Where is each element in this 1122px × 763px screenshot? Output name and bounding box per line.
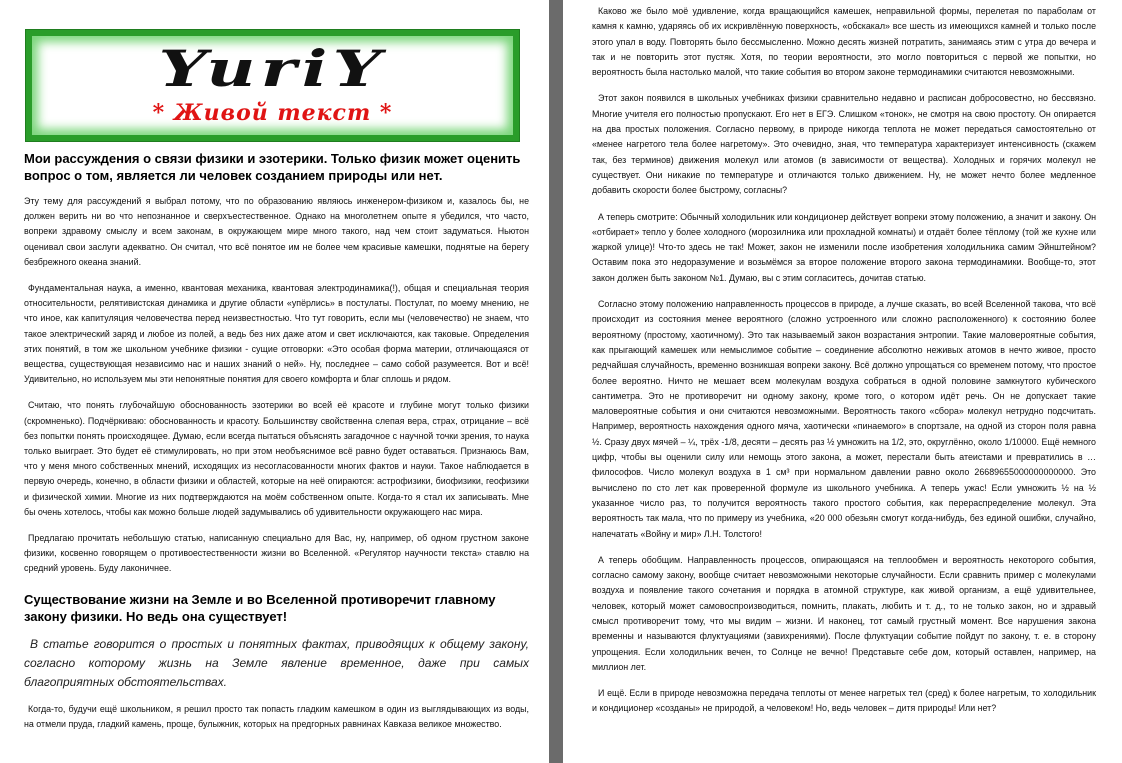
- paragraph: Каково же было моё удивление, когда вращающийся камешек, неправильной формы, перелетая по параболам от камня к камню, ударяясь об их искривлённую поверхность, «обскакал» все шесть из имеющихся камней и только после этого упал в воду. Повторять было бессмысленно. Можно десять жизней потратить, занимаясь этим с утра до вечера и так и не повторить этот пустяк. Хотя, по теории вероятности, это могло повториться с первой же попытки, но вероятность была настолько малой, что такие события во втором законе термодинамики считаются невозможными.: [592, 6, 1096, 78]
- paragraph: Фундаментальная наука, а именно, квантовая механика, квантовая электродинамика(!), общая и специальная теория относительности, релятивистская динамика и другие области «упёрлись» в постулаты. Постулат, по моему мнению, не что иное, как капитуляция человечества перед неизвестностью. Что тут говорить, если мы (человечество) не знаем, что такое электрический заряд и любое из полей, а ведь без них даже атом и свет исключаются, как таковые. Определения этих понятий, в том же школьном учебнике физики - сущие отговорки: «Это особая форма материи, отличающаяся от вещества, существующая независимо нас и наших знаний о ней». Ну, последнее – само собой разумеется. Вот и всё! Удивительно, но используем мы эти непонятные понятия для своего комфорта и благ сплошь и рядом.: [24, 283, 529, 385]
- article-title: Мои рассуждения о связи физики и эзотерики. Только физик может оценить вопрос о том, является ли человек созданием природы или нет.: [24, 151, 521, 183]
- paragraph: И ещё. Если в природе невозможна передача теплоты от менее нагретых тел (сред) к более нагретым, то холодильник и кондиционер «созданы» не природой, а человеком! Но, ведь человек – дитя природы! Или нет?: [592, 688, 1096, 714]
- paragraph: А теперь смотрите: Обычный холодильник или кондиционер действует вопреки этому положению, а значит и закону. Он «отбирает» тепло у более холодного (морозилника или прохладной комнаты) и отдаёт более тёплому (той же кухне или жаркой улице)! Что-то здесь не так! Может, закон не изменили после изобретения холодильника самим Эйнштейном? Оставим пока это недоразумение и возьмёмся за второе положение второго закона термодинамики. Вообще-то, этот закон должен быть законом №1. Думаю, вы с этим согласитесь, дочитав статью.: [592, 211, 1097, 283]
- banner-logo: [26, 30, 519, 141]
- paragraph: Эту тему для рассуждений я выбрал потому, что по образованию являюсь инженером-физиком и, казалось бы, не должен верить ни во что непознанное и сверхъестественное. Однако на многолетнем опыте я убедился, что часто, вопреки здравому смыслу и всем законам, в окружающем мире много такого, над чем стоит задуматься. Ньютон оценивал свои заслуги адекватно. Он считал, что всё понятое им не более чем красивые камешки, поднятые на берегу безбрежного океана знаний.: [24, 196, 529, 267]
- paragraph: Этот закон появился в школьных учебниках физики сравнительно недавно и расписан добросовестно, но бессвязно. Многие учителя его полностью пропускают. Его нет в ЕГЭ. Слишком «тонок», не смотря на свою простоту. Он опирается на два простых положения. Согласно первому, в природе никогда теплота не может передаться самостоятельно от «менее нагретого тела более нагретому». Это очевидно, зная, что температура характеризует интенсивность (скажем так, без терминов) движения молекул или атомов (в зависимости от вещества). Холодных и горячих молекул не существует. Они никакие по температуре и отличаются только движением. Ну, не может нечто более медленное добавить скорости более быстрому, согласны?: [592, 93, 1096, 196]
- logo-subtitle: * Живой текст *: [152, 100, 393, 126]
- paragraph: Считаю, что понять глубочайшую обоснованность эзотерики во всей её красоте и глубине могут только физики (скромненько). Подчёркиваю: обоснованность и красоту. Большинству свойственна слепая вера, страх, отрицание – всё без попытки понять происходящее. Думаю, если всегда пытаться объяснять загадочное с научной точки зрения, то наука только выиграет. Это будет её стимулировать, но при этом необъяснимое всё равно будет оставаться. Признаюсь Вам, что у меня много собственных мнений, исходящих из несогласованности многих фактов и науки. Такое наблюдается в первую очередь, конечно, в области физики и областей, которые на неё опираются: астрофизики, биофизики, геофизики и физической химии. Многие из них подтверждаются на моём собственном опыте. Когда-то я стал их записывать. Мне бы очень хотелось, чтобы как можно больше людей задумывались об удивительности окружающего нас мира.: [24, 400, 529, 517]
- paragraph: А теперь обобщим. Направленность процессов, опирающаяся на теплообмен и вероятность некоторого события, согласно самому закону, вообще считает невозможными некоторые случайности. Если сравнить пример с молекулами воздуха и появление такого сочетания и порядка в атомной структуре, как живой организм, а ещё удивительнее, человек, который может самовоспроизводиться, помнить, плакать, любить и т. д., то не только закон, но и здравый смысл противоречит тому, что мы видим – жизни. И наконец, тот самый грустный момент. Все нарушения закона временны и называются флуктуациями (завихрениями). После флуктуации событие пойдут по закону, т. е. в сторону упрощения. Если холодильник вечен, то Солнце не вечно! Представьте себе дом, который оставлен, например, на миллион лет.: [592, 554, 1096, 672]
- document-page-right: [563, 0, 1122, 763]
- paragraph: Согласно этому положению направленность процессов в природе, а лучше сказать, во всей Вселенной такова, что всё происходит из состояния менее вероятного (сложно устроенного или сложно расположенного) к состоянию более вероятному (простому, хаотичному). Это так называемый закон возрастания энтропии. Такие маловероятные события, как прыгающий камешек или немыслимое событие – соединение абсолютно неживых атомов в нечто живое, просто редчайшая случайность, временно возникшая вопреки закону. Всё должно упрощаться со временем потому, что простое более вероятно. Ничто не мешает всем молекулам воздуха собраться в одной половине замкнутого кубического сантиметра. Это не противоречит ни одному закону, кроме того, о котором идёт речь. Он не допускает такие маловероятные события и они считаются невозможными. Вероятность такого «сбора» молекул нетрудно подсчитать. Например, вероятность нахождения одного мяча, хаотически «пинаемого» в спортзале, на одной из сторон поля равна ½. Сразу двух мячей – ¼, трёх -1/8, десяти – десять раз ½ умножить на 1/2, это, округлённо, около 1/10000. Ещё немного цифр, чтобы вы оценили силу или немощь этого закона, а может, перестали быть атеистами и превратились в … философов. Число молекул воздуха в 1 см³ при нормальном давлении равно около 26689655000000000000. Это вычислено по сто лет как проверенной формуле из школьного учебника. А теперь ужас! Если умножить ½ на ½ указанное число раз, то получится вероятность такого простого события, как перераспределение молекул. Эта вероятность так мала, что по примеру из учебника, «20 000 обезьян смогут когда-нибудь, без единой ошибки, случайно, напечатать «Войну и мир» Л.Н. Толстого!: [592, 299, 1096, 539]
- section-title: Существование жизни на Земле и во Вселенной противоречит главному закону физики. Но ведь она существует!: [24, 591, 496, 624]
- lead-paragraph: В статье говорится о простых и понятных фактах, приводящих к общему закону, согласно которому жизнь на Земле явление временное, даже при самых благоприятных обстоятельствах.: [24, 636, 529, 689]
- paragraph: Предлагаю прочитать небольшую статью, написанную специально для Вас, ну, например, об одном грустном законе физики, косвенно говорящем о противоестественности жизни во Вселенной. «Регулятор научности текста» ставлю на средний уровень. Буду лаконичнее.: [24, 533, 529, 574]
- paragraph: Когда-то, будучи ещё школьником, я решил просто так попасть гладким камешком в один из выглядывающих из воды, на отмели пруда, гладкий камень, проще, булыжник, которых на предгорных равнинах Кавказа великое множество.: [24, 703, 529, 729]
- logo-text: YuriY: [158, 39, 387, 98]
- document-page-left: [0, 0, 549, 763]
